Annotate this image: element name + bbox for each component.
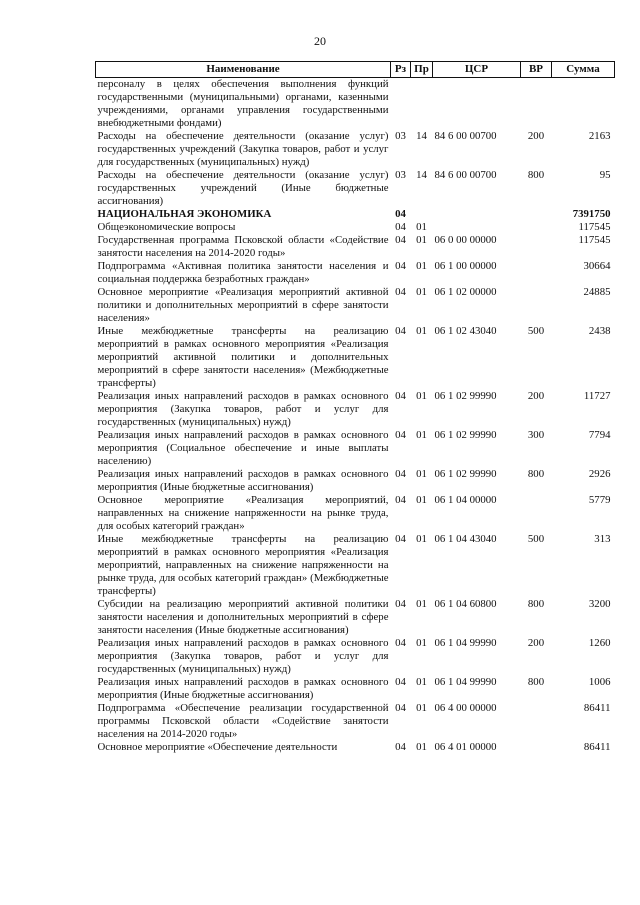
row-pr: 14: [416, 169, 427, 181]
row-name: Иные межбюджетные трансферты на реализацию мероприятий в рамках основного мероприятия «Реализация мероприятий активной политики и дополнительных мероприятий в сфере занятости населения» (Межбюджетные трансферты): [97, 325, 389, 389]
row-name: Основное мероприятие «Реализация мероприятий активной политики и дополнительных мероприятий в сфере занятости населения»: [97, 286, 389, 324]
row-csr: [433, 208, 521, 221]
row-rz: 04: [395, 598, 406, 610]
row-name: Расходы на обеспечение деятельности (оказание услуг) государственных учреждений (Иные бюджетные ассигнования): [97, 169, 389, 207]
row-vr: [521, 702, 552, 741]
row-csr: 84 6 00 00700: [434, 169, 497, 181]
table-row: [96, 429, 615, 468]
table-row: [96, 676, 615, 702]
row-sum: 1260: [588, 637, 611, 649]
row-pr: 01: [416, 494, 427, 506]
table-row: [96, 221, 615, 234]
row-vr: 500: [527, 325, 545, 337]
row-rz: 04: [395, 234, 406, 246]
row-csr: 06 1 02 99990: [434, 390, 497, 402]
row-vr: [521, 260, 552, 286]
header-pr: Пр: [411, 62, 433, 78]
row-vr: [521, 494, 552, 533]
page-number: 20: [314, 34, 326, 48]
row-rz: 04: [395, 260, 406, 272]
row-rz: 04: [395, 702, 406, 714]
row-name: Общеэкономические вопросы: [97, 221, 236, 233]
row-vr: 800: [527, 598, 545, 610]
row-pr: 01: [416, 702, 427, 714]
row-sum: 30664: [583, 260, 611, 272]
row-sum: 24885: [583, 286, 611, 298]
table-row: [96, 234, 615, 260]
row-rz: 04: [395, 390, 406, 402]
row-name: Реализация иных направлений расходов в рамках основного мероприятия (Социальное обеспечение и иные выплаты населению): [97, 429, 389, 467]
row-rz: 04: [395, 676, 406, 688]
row-sum: 2163: [588, 130, 611, 142]
row-rz: [391, 78, 411, 131]
row-vr: [521, 78, 552, 131]
row-sum: 117545: [578, 234, 611, 246]
row-vr: 200: [527, 130, 545, 142]
row-rz: 04: [395, 494, 406, 506]
row-sum: [552, 78, 615, 131]
row-csr: 06 4 00 00000: [434, 702, 497, 714]
row-rz: 04: [395, 429, 406, 441]
row-name: Реализация иных направлений расходов в рамках основного мероприятия (Закупка товаров, работ и услуг для государственных (муниципальных) нужд): [97, 637, 389, 675]
row-sum: 11727: [583, 390, 611, 402]
row-pr: 01: [416, 741, 427, 753]
row-name: Расходы на обеспечение деятельности (оказание услуг) государственных учреждений (Закупка товаров, работ и услуг для государственных (муниципальных) нужд): [97, 130, 389, 168]
row-sum: 2438: [588, 325, 611, 337]
row-name: Государственная программа Псковской области «Содействие занятости населения на 2014-2020 годы»: [97, 234, 389, 259]
row-pr: 14: [416, 130, 427, 142]
row-csr: 06 1 04 00000: [434, 494, 497, 506]
header-csr: ЦСР: [433, 62, 521, 78]
row-vr: 500: [527, 533, 545, 545]
row-pr: 01: [416, 468, 427, 480]
row-pr: 01: [416, 598, 427, 610]
row-vr: 200: [527, 390, 545, 402]
row-csr: [433, 78, 521, 131]
table-row: [96, 468, 615, 494]
row-sum: 7794: [588, 429, 611, 441]
row-name: Подпрограмма «Активная политика занятости населения и социальная поддержка безработных граждан»: [97, 260, 389, 285]
row-vr: 800: [527, 468, 545, 480]
row-pr: 01: [416, 260, 427, 272]
row-vr: 300: [527, 429, 545, 441]
row-sum: 86411: [583, 702, 611, 714]
budget-table: [95, 61, 615, 754]
row-sum: 7391750: [572, 208, 611, 220]
table-body: [96, 78, 615, 755]
row-name: Иные межбюджетные трансферты на реализацию мероприятий в рамках основного мероприятия «Реализация мероприятий, направленных на снижение напряженности на рынке труда, для особых категорий граждан» (Межбюджетные трансферты): [97, 533, 389, 597]
row-vr: [521, 234, 552, 260]
row-name: Основное мероприятие «Обеспечение деятельности: [97, 741, 338, 753]
row-rz: 04: [395, 637, 406, 649]
row-name: Основное мероприятие «Реализация мероприятий, направленных на снижение напряженности на рынке труда, для особых категорий граждан»: [97, 494, 389, 532]
row-csr: 06 1 02 99990: [434, 468, 497, 480]
table-row: [96, 169, 615, 208]
row-pr: 01: [416, 676, 427, 688]
row-vr: 200: [527, 637, 545, 649]
row-vr: [521, 286, 552, 325]
row-sum: 5779: [588, 494, 611, 506]
table-row: [96, 533, 615, 598]
row-vr: [521, 221, 552, 234]
row-name: Реализация иных направлений расходов в рамках основного мероприятия (Иные бюджетные ассигнования): [97, 676, 389, 701]
row-pr: 01: [416, 221, 427, 233]
header-name: Наименование: [96, 62, 391, 78]
row-sum: 95: [599, 169, 611, 181]
row-pr: [411, 208, 433, 221]
table-row: [96, 637, 615, 676]
table-row: [96, 260, 615, 286]
row-csr: 06 4 01 00000: [434, 741, 497, 753]
row-csr: 06 1 02 00000: [434, 286, 497, 298]
row-rz: 04: [395, 325, 406, 337]
row-rz: 04: [395, 533, 406, 545]
table-header-row: [96, 62, 615, 78]
table-row: [96, 390, 615, 429]
row-name: Подпрограмма «Обеспечение реализации государственной программы Псковской области «Содействие занятости населения на 2014-2020 годы»: [97, 702, 389, 740]
table-row: [96, 208, 615, 221]
row-rz: 04: [395, 208, 406, 220]
row-pr: 01: [416, 325, 427, 337]
row-sum: 313: [594, 533, 611, 545]
row-name: персоналу в целях обеспечения выполнения функций государственными (муниципальными) органами, казенными учреждениями, органами управления государственными внебюджетными фондами): [97, 78, 389, 129]
row-csr: 06 1 04 60800: [434, 598, 497, 610]
row-name: НАЦИОНАЛЬНАЯ ЭКОНОМИКА: [97, 208, 272, 220]
row-csr: 06 1 02 99990: [434, 429, 497, 441]
row-pr: 01: [416, 429, 427, 441]
row-pr: 01: [416, 286, 427, 298]
row-pr: [411, 78, 433, 131]
row-name: Реализация иных направлений расходов в рамках основного мероприятия (Иные бюджетные ассигнования): [97, 468, 389, 493]
row-rz: 03: [395, 169, 406, 181]
row-rz: 04: [395, 221, 406, 233]
row-pr: 01: [416, 533, 427, 545]
row-rz: 03: [395, 130, 406, 142]
row-pr: 01: [416, 390, 427, 402]
row-rz: 04: [395, 286, 406, 298]
row-name: Субсидии на реализацию мероприятий активной политики занятости населения и дополнительных мероприятий в сфере занятости населения (Иные бюджетные ассигнования): [97, 598, 389, 636]
row-csr: 06 1 00 00000: [434, 260, 497, 272]
header-sum: Сумма: [552, 62, 615, 78]
row-csr: 06 0 00 00000: [434, 234, 497, 246]
header-rz: Рз: [391, 62, 411, 78]
table-row: [96, 325, 615, 390]
table-row: [96, 702, 615, 741]
row-rz: 04: [395, 468, 406, 480]
row-name: Реализация иных направлений расходов в рамках основного мероприятия (Закупка товаров, работ и услуг для государственных (муниципальных) нужд): [97, 390, 389, 428]
row-sum: 117545: [578, 221, 611, 233]
table-row: [96, 286, 615, 325]
row-vr: 800: [527, 676, 545, 688]
row-rz: 04: [395, 741, 406, 753]
row-csr: 06 1 02 43040: [434, 325, 497, 337]
table-row: [96, 741, 615, 754]
row-pr: 01: [416, 234, 427, 246]
table-row: [96, 78, 615, 131]
row-csr: [433, 221, 521, 234]
row-vr: [521, 208, 552, 221]
row-csr: 06 1 04 43040: [434, 533, 497, 545]
row-sum: 3200: [588, 598, 611, 610]
row-csr: 06 1 04 99990: [434, 637, 497, 649]
row-sum: 1006: [588, 676, 611, 688]
table-row: [96, 494, 615, 533]
header-vr: ВР: [521, 62, 552, 78]
table-row: [96, 130, 615, 169]
row-vr: 800: [527, 169, 545, 181]
row-sum: 86411: [583, 741, 611, 753]
row-pr: 01: [416, 637, 427, 649]
row-csr: 06 1 04 99990: [434, 676, 497, 688]
row-csr: 84 6 00 00700: [434, 130, 497, 142]
row-vr: [521, 741, 552, 754]
row-sum: 2926: [588, 468, 611, 480]
table-row: [96, 598, 615, 637]
